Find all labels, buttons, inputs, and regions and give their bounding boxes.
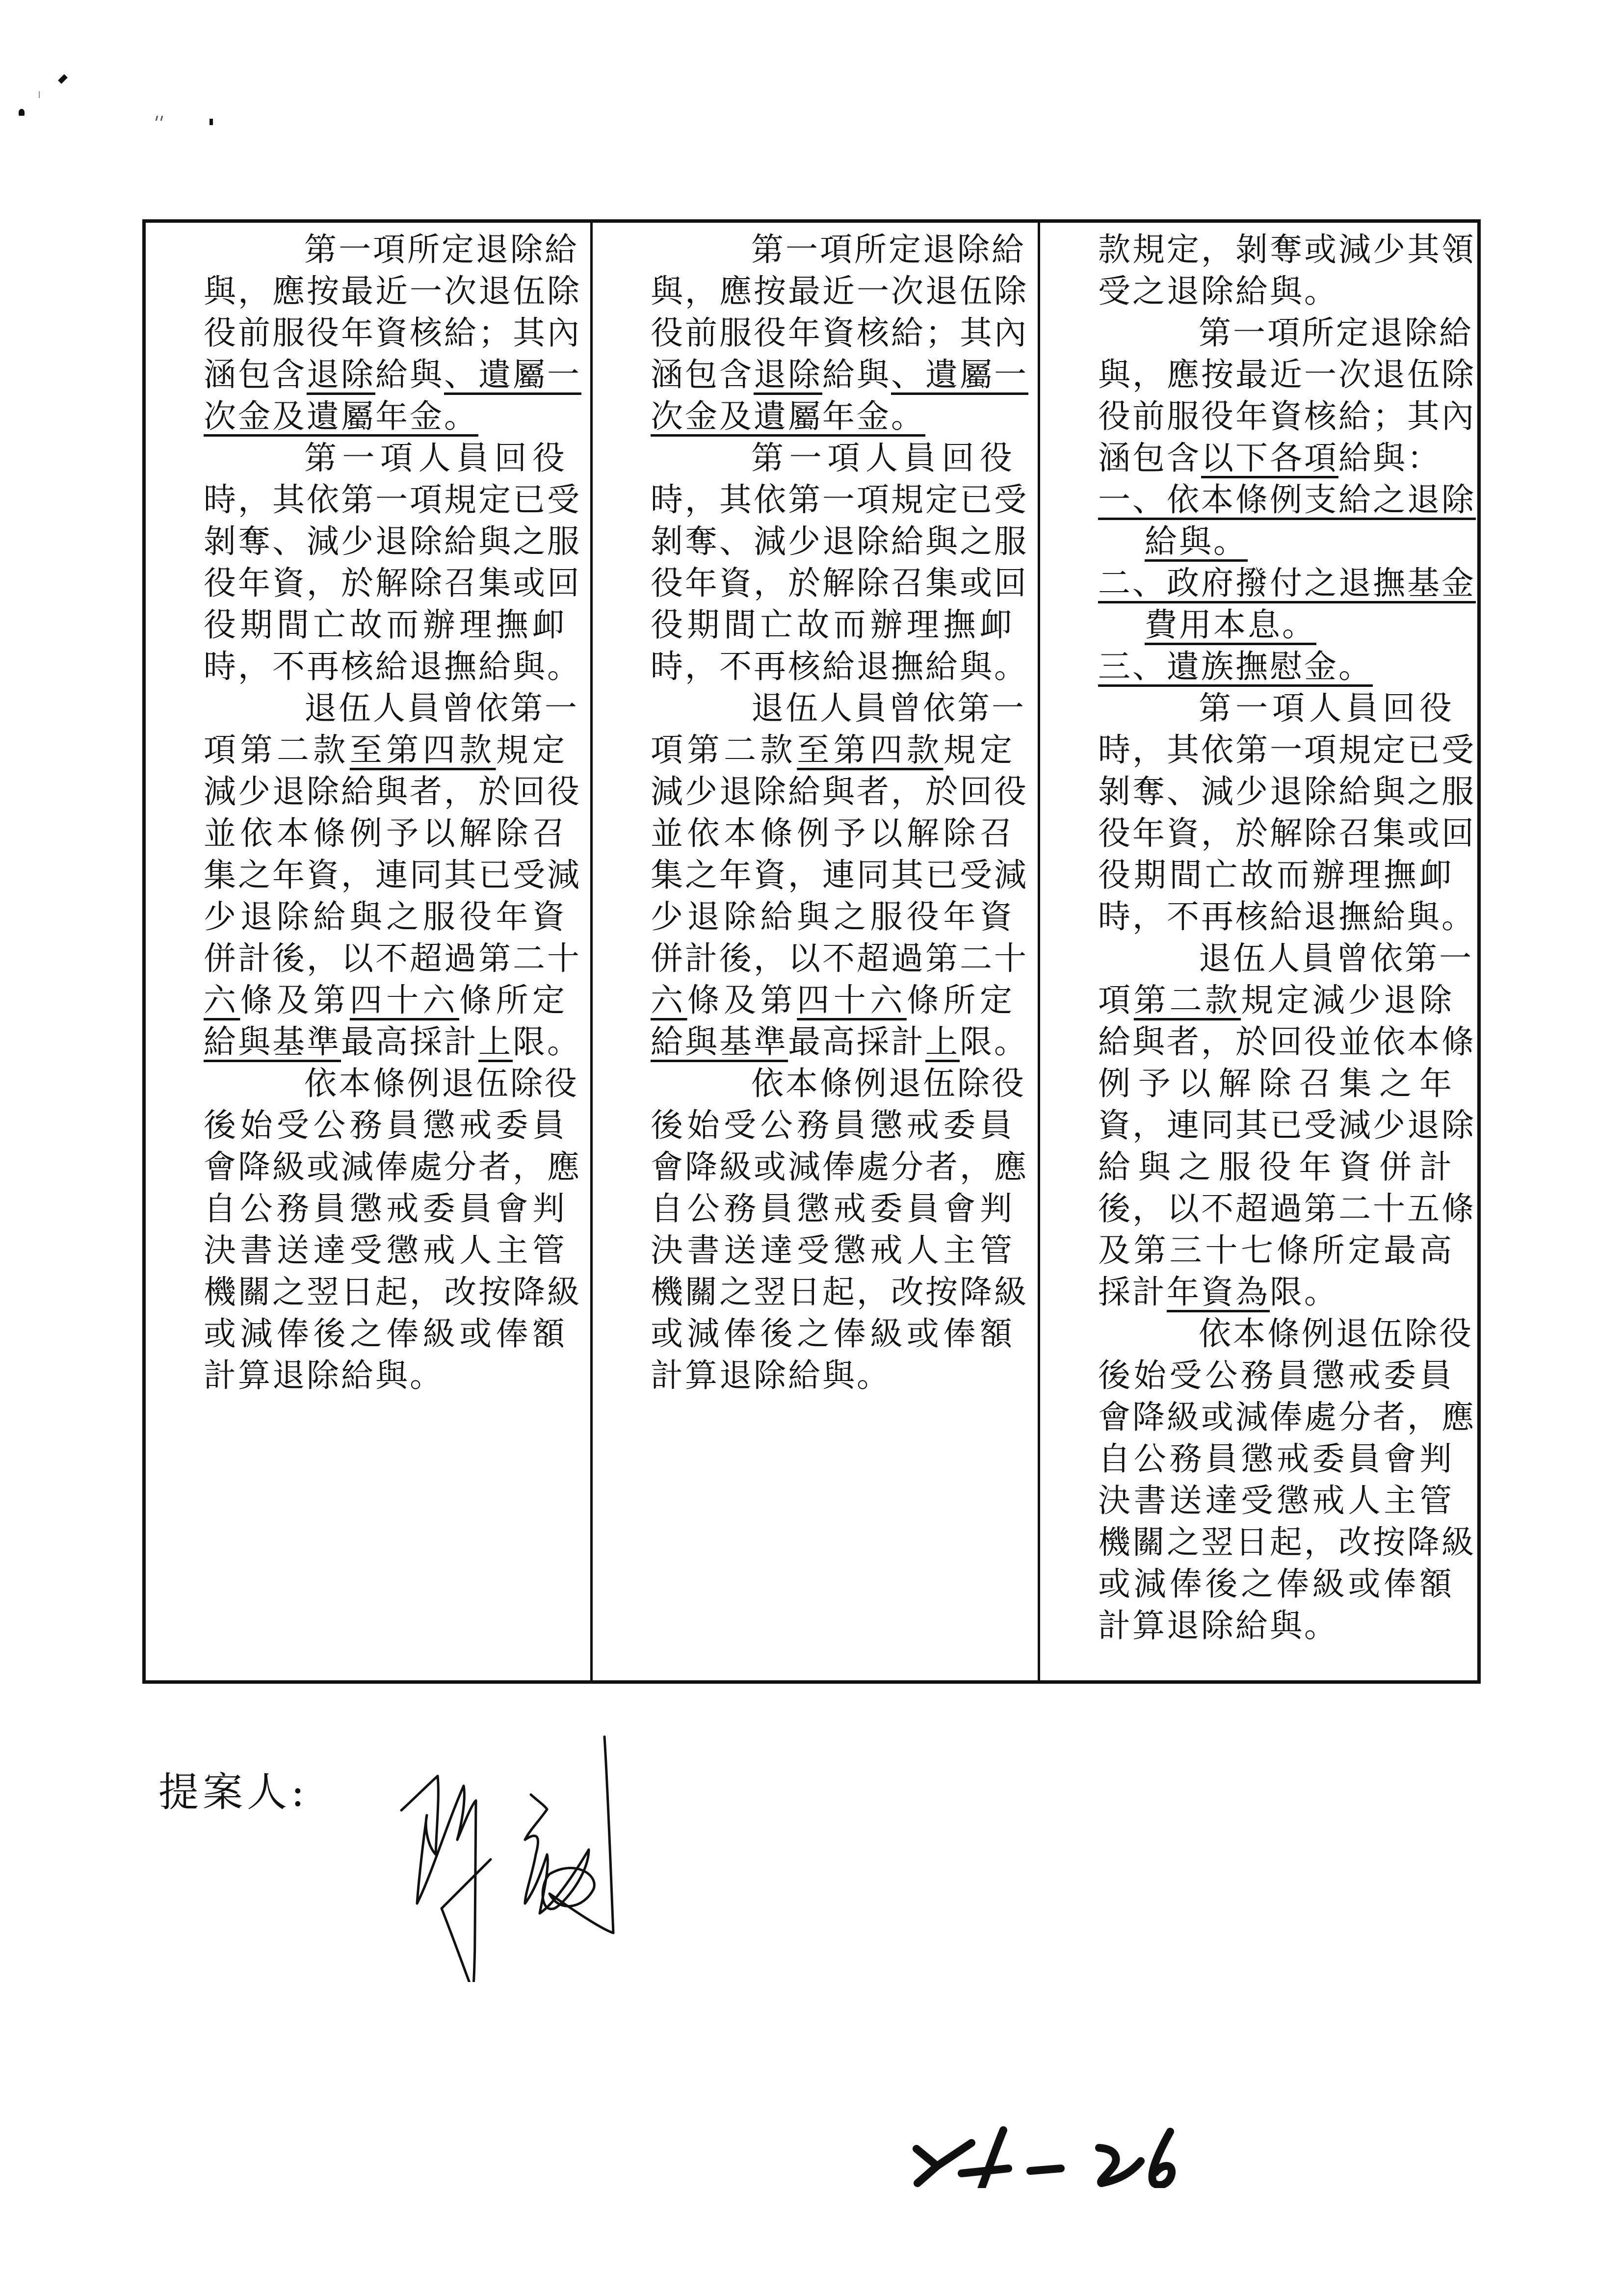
text-segment: 條所定 [906,981,1015,1019]
underlined-amendment: 退除 [754,356,822,393]
scan-speck [19,109,25,116]
text-line [204,437,567,479]
text-segment: 條及第 [240,981,350,1019]
text-line [1098,1438,1454,1480]
text-segment: 時，其依第一項規定已受 [651,481,1028,519]
underlined-amendment: 年資為 [1167,1273,1270,1311]
text-line [651,729,1014,771]
text-segment: 時，其依第一項規定已受 [204,481,581,519]
text-segment: 自公務員懲戒委員會判 [204,1190,567,1227]
text-line [204,521,581,562]
text-line [204,1104,567,1146]
text-line [651,1355,1014,1396]
text-segment: 集之年資，連同其已受減 [651,856,1028,894]
text-line [204,312,581,354]
text-line [651,687,1026,729]
scan-speck [210,119,213,125]
text-line [1098,1313,1473,1355]
underlined-amendment: 上 [925,1023,960,1061]
text-line [204,1063,579,1104]
text-line [204,1229,567,1271]
text-segment: 役前服役年資核給；其內 [651,314,1028,352]
text-segment: 與，應按最近一次退伍除 [204,272,581,310]
text-segment: 並依本條例予以解除召 [204,814,567,852]
text-segment: 自公務員懲戒委員會判 [651,1190,1014,1227]
text-line [1098,854,1454,896]
text-segment: 與，應按最近一次退伍除 [651,272,1028,310]
text-segment: 依本條例退伍除役 [304,1065,579,1102]
text-line [651,1104,1014,1146]
text-segment: 自公務員懲戒委員會判 [1098,1440,1454,1478]
text-segment: 時，不再核給退撫給與。 [1098,898,1476,936]
underlined-amendment: 次金及遺屬年金。 [651,397,925,435]
text-segment: 第一項人員回役 [1199,689,1454,727]
text-segment: 少退除給與之服役年資 [651,898,1014,936]
text-line [1098,312,1473,354]
text-segment: 剝奪、減少退除給與之服 [1098,773,1476,810]
text-line [204,1313,567,1355]
text-line [651,354,1028,395]
text-line [1098,354,1476,395]
text-segment: 項第二款 [204,731,350,769]
text-segment: 項 [1098,981,1134,1019]
text-segment: 或減俸後之俸級或俸額 [1098,1565,1454,1603]
text-segment: 給與者，於回役並依本條 [1098,1023,1476,1061]
comparison-table [142,219,1481,1684]
table-column-current [1038,223,1477,1680]
page-number-stroke [1030,2168,1061,2171]
text-segment: 減少退除給與者，於回役 [204,773,581,810]
text-segment: 役前服役年資核給；其內 [204,314,581,352]
text-segment: 後，以不超過第二十五條 [1098,1190,1476,1227]
text-line [1098,270,1454,312]
text-line [651,1271,1028,1313]
text-line [1098,896,1476,938]
underlined-amendment: 、遺屬一 [444,356,581,393]
text-segment: 涵包含 [204,356,307,393]
text-line [1098,479,1476,521]
text-line [651,938,1028,979]
text-segment: 併計後，以不超過第二十 [204,939,581,977]
text-segment: 規定 [496,731,567,769]
text-line [204,270,581,312]
underlined-amendment: 次金及遺屬年金。 [204,397,478,435]
text-line [204,896,567,938]
text-line [651,479,1028,521]
page-number-stroke [1099,2148,1141,2183]
handwritten-signature [378,1727,697,1982]
text-segment: 役年資，於解除召集或回 [651,564,1028,602]
text-segment: 後始受公務員懲戒委員 [1098,1357,1454,1394]
text-line [1098,687,1454,729]
text-line [1098,562,1476,604]
text-line [1098,812,1476,854]
text-segment: 或減俸後之俸級或俸額 [204,1315,567,1353]
text-segment: 項第二款 [651,731,797,769]
text-segment: 併計後，以不超過第二十 [651,939,1028,977]
scan-speck [160,116,163,121]
text-segment: 計算退除給與。 [651,1357,891,1394]
underlined-amendment: 費用本息。 [1145,606,1316,644]
underlined-amendment: 給與。 [1145,522,1248,560]
text-segment: 涵包含 [1098,439,1201,477]
text-line [204,1146,581,1188]
text-segment: 決書送達受懲戒人主管 [1098,1482,1454,1519]
text-segment: 依本條例退伍除役 [751,1065,1026,1102]
text-segment: 計算退除給與。 [1098,1607,1338,1644]
text-segment: 限。 [1270,1273,1338,1311]
text-segment: 限。 [513,1023,581,1061]
text-line [204,479,581,521]
text-line [651,646,1028,687]
text-segment: 剝奪、減少退除給與之服 [204,522,581,560]
text-segment: 最高採計 [788,1023,925,1061]
text-segment: 役期間亡故而辦理撫卹 [204,606,567,644]
text-segment: 及第三十七條所定最高 [1098,1231,1454,1269]
text-line [1098,1605,1454,1646]
text-segment: 第一項所定退除給 [1199,314,1473,352]
text-line [204,646,581,687]
text-segment: 會降級或減俸處分者，應 [204,1148,581,1186]
text-segment: 給與 [822,356,891,393]
page-number-stroke [962,2130,1008,2188]
underlined-amendment: 六 [651,981,687,1019]
text-line [651,521,1028,562]
text-segment: 機關之翌日起，改按降級 [204,1273,581,1311]
text-line [1098,1188,1476,1229]
text-line [204,812,567,854]
text-segment: 役期間亡故而辦理撫卹 [1098,856,1454,894]
underlined-amendment: 至第四款 [797,731,943,769]
underlined-amendment: 六 [204,981,240,1019]
table-column-proposed [590,223,1038,1680]
text-segment: 給與之服役年資併計 [1098,1148,1454,1186]
text-segment: 規定減少退除 [1241,981,1454,1019]
text-line [651,312,1028,354]
table-cell [204,229,581,1396]
scan-speck [156,116,158,121]
text-segment: 給與： [1338,439,1441,477]
text-segment: 規定 [943,731,1015,769]
text-line [651,854,1028,896]
handwritten-page-number [883,2090,1178,2188]
signature-stroke [525,1737,613,1933]
text-segment: 條及第 [687,981,797,1019]
text-line [204,604,567,646]
text-segment: 第一項人員回役 [751,439,1014,477]
underlined-amendment: 二、政府撥付之退撫基金 [1098,564,1476,602]
text-line [204,1355,567,1396]
text-line [651,1146,1028,1188]
text-line [651,395,1014,437]
page-number-stroke [1152,2132,1172,2185]
underlined-amendment: 給與基準 [651,1023,788,1061]
text-segment: 剝奪、減少退除給與之服 [651,522,1028,560]
text-line [1098,771,1476,812]
text-line [1098,1563,1454,1605]
underlined-amendment: 至第四款 [349,731,496,769]
text-segment: 與，應按最近一次退伍除 [1098,356,1476,393]
text-segment: 減少退除給與者，於回役 [651,773,1028,810]
text-segment: 第一項所定退除給 [751,231,1026,268]
text-line [1098,1146,1454,1188]
text-line [651,896,1014,938]
text-line [1098,979,1454,1021]
text-line [651,562,1028,604]
text-line [204,395,567,437]
text-line [204,979,567,1021]
table-column-amended [146,223,590,1680]
text-line [204,1271,581,1313]
text-line [204,771,581,812]
text-line [1098,646,1454,687]
text-segment: 機關之翌日起，改按降級 [1098,1523,1476,1561]
text-line [204,1021,581,1063]
text-segment: 資，連同其已受減少退除 [1098,1106,1476,1144]
underlined-amendment: 第二款 [1133,981,1241,1019]
underlined-amendment: 三、遺族撫慰金。 [1098,648,1373,685]
underlined-amendment: 給與基準 [204,1023,341,1061]
text-segment: 款規定，剝奪或減少其領 [1098,231,1476,268]
text-line [204,354,581,395]
text-segment: 時，其依第一項規定已受 [1098,731,1476,769]
text-line [1098,1271,1454,1313]
text-segment: 會降級或減俸處分者，應 [1098,1398,1476,1436]
underlined-amendment: 以下各項 [1201,439,1338,477]
underlined-amendment: 、遺屬一 [891,356,1028,393]
table-cell [651,229,1028,1396]
text-line [651,1188,1014,1229]
proposer-label: 提案人: [158,1769,309,1816]
text-segment: 最高採計 [341,1023,478,1061]
text-segment: 役年資，於解除召集或回 [204,564,581,602]
text-line [651,437,1014,479]
text-segment: 後始受公務員懲戒委員 [204,1106,567,1144]
text-line [204,562,581,604]
text-segment: 機關之翌日起，改按降級 [651,1273,1028,1311]
text-segment: 時，不再核給退撫給與。 [204,648,581,685]
text-segment: 限。 [960,1023,1028,1061]
text-line [204,938,581,979]
text-line [651,270,1028,312]
text-line [651,979,1014,1021]
text-segment: 退伍人員曾依第一 [1199,939,1473,977]
underlined-amendment: 一、依本條例支給之退除 [1098,481,1476,519]
text-segment: 例予以解除召集之年 [1098,1065,1454,1102]
text-line [204,854,581,896]
text-segment: 退伍人員曾依第一 [751,689,1026,727]
underlined-amendment: 上 [478,1023,513,1061]
underlined-amendment: 退除 [307,356,375,393]
text-line [1098,938,1473,979]
text-line [651,1229,1014,1271]
text-line [1098,521,1454,562]
text-segment: 計算退除給與。 [204,1357,444,1394]
text-segment: 依本條例退伍除役 [1199,1315,1473,1353]
text-line [1098,229,1476,270]
text-line [204,687,579,729]
underlined-amendment: 四十六 [797,981,907,1019]
scan-speck [39,91,40,98]
text-line [1098,437,1454,479]
text-segment: 退伍人員曾依第一 [304,689,579,727]
text-line [651,604,1014,646]
text-segment: 決書送達受懲戒人主管 [651,1231,1014,1269]
text-line [204,1188,567,1229]
text-segment: 役前服役年資核給；其內 [1098,397,1476,435]
text-line [1098,1021,1476,1063]
text-line [1098,1063,1454,1104]
text-segment: 或減俸後之俸級或俸額 [651,1315,1014,1353]
text-line [651,229,1026,270]
text-line [651,771,1028,812]
text-segment: 條所定 [459,981,567,1019]
text-segment: 第一項所定退除給 [304,231,579,268]
text-segment: 採計 [1098,1273,1167,1311]
text-segment: 役年資，於解除召集或回 [1098,814,1476,852]
text-segment: 時，不再核給退撫給與。 [651,648,1028,685]
text-segment: 後始受公務員懲戒委員 [651,1106,1014,1144]
text-segment: 受之退除給與。 [1098,272,1338,310]
text-line [1098,1396,1476,1438]
text-line [651,1313,1014,1355]
text-line [1098,1229,1454,1271]
text-segment: 涵包含 [651,356,754,393]
text-line [1098,395,1476,437]
text-line [1098,1104,1476,1146]
text-line [1098,1355,1454,1396]
text-segment: 少退除給與之服役年資 [204,898,567,936]
text-segment: 給與 [375,356,444,393]
text-segment: 集之年資，連同其已受減 [204,856,581,894]
text-segment: 第一項人員回役 [304,439,567,477]
text-segment: 決書送達受懲戒人主管 [204,1231,567,1269]
table-cell [1098,229,1476,1646]
text-line [1098,729,1476,771]
text-line [204,229,579,270]
text-line [651,1063,1026,1104]
underlined-amendment: 四十六 [349,981,460,1019]
text-segment: 會降級或減俸處分者，應 [651,1148,1028,1186]
text-segment: 並依本條例予以解除召 [651,814,1014,852]
text-line [1098,604,1454,646]
text-segment: 役期間亡故而辦理撫卹 [651,606,1014,644]
text-line [1098,1521,1476,1563]
text-line [651,1021,1028,1063]
text-line [651,812,1014,854]
scan-speck [58,74,68,84]
signature-stroke [401,1776,491,1982]
text-line [1098,1480,1454,1521]
text-line [204,729,567,771]
